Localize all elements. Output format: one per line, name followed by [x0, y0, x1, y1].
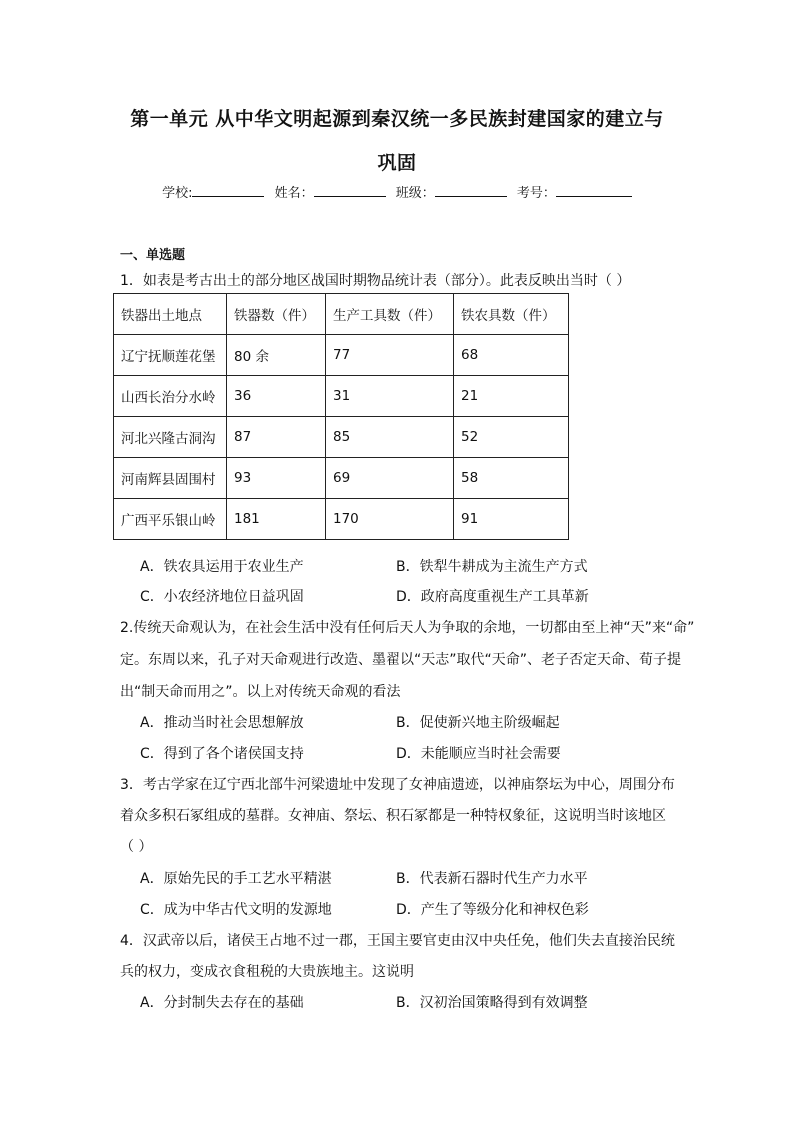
question-1-option-a[interactable]: A．铁农具运用于农业生产: [140, 559, 304, 575]
question-2-stem-line: 定。东周以来，孔子对天命观进行改造、墨翟以“天志”取代“天命”、老子否定天命、荀子提: [120, 652, 682, 668]
table-cell: 170: [326, 499, 454, 540]
table-row: [114, 335, 569, 376]
class-label: 班级：: [395, 186, 435, 201]
document-title-line-1: 第一单元 从中华文明起源到秦汉统一多民族封建国家的建立与: [130, 108, 664, 130]
question-2-option-b[interactable]: B．促使新兴地主阶级崛起: [396, 715, 560, 731]
name-label: 姓名：: [274, 186, 314, 201]
name-blank[interactable]: [314, 184, 386, 197]
question-3-stem-line: 3．考古学家在辽宁西北部牛河梁遗址中发现了女神庙遗迹，以神庙祭坛为中心，周围分布: [120, 777, 675, 793]
question-3-option-c[interactable]: C．成为中华古代文明的发源地: [140, 902, 332, 918]
table-row: [114, 417, 569, 458]
question-2-option-c[interactable]: C．得到了各个诸侯国支持: [140, 746, 304, 762]
question-4-option-b[interactable]: B．汉初治国策略得到有效调整: [396, 995, 588, 1011]
table-cell: 181: [227, 499, 326, 540]
question-1-stem: 1．如表是考古出土的部分地区战国时期物品统计表（部分）。此表反映出当时（ ）: [120, 273, 631, 289]
table-cell: 80 余: [227, 335, 326, 376]
table-cell: 85: [326, 417, 454, 458]
table-header-cell: 铁农具数（件）: [454, 294, 569, 335]
table-cell: 77: [326, 335, 454, 376]
table-cell: 广西平乐银山岭: [114, 499, 227, 540]
question-3-option-d[interactable]: D．产生了等级分化和神权色彩: [396, 902, 589, 918]
artifact-statistics-table: [113, 293, 569, 540]
table-header-cell: 铁器出土地点: [114, 294, 227, 335]
table-cell: 52: [454, 417, 569, 458]
table-cell: 山西长治分水岭: [114, 376, 227, 417]
class-blank[interactable]: [435, 184, 507, 197]
table-cell: 21: [454, 376, 569, 417]
table-row: [114, 376, 569, 417]
table-cell: 河北兴隆古洞沟: [114, 417, 227, 458]
table-header-cell: 生产工具数（件）: [326, 294, 454, 335]
school-blank[interactable]: [192, 184, 264, 197]
school-label: 学校:: [162, 186, 193, 201]
table-cell: 69: [326, 458, 454, 499]
table-header-row: [114, 294, 569, 335]
question-1-option-c[interactable]: C．小农经济地位日益巩固: [140, 589, 304, 605]
table-row: [114, 458, 569, 499]
table-cell: 68: [454, 335, 569, 376]
table-cell: 93: [227, 458, 326, 499]
question-1-option-b[interactable]: B．铁犁牛耕成为主流生产方式: [396, 559, 588, 575]
table-cell: 58: [454, 458, 569, 499]
table-cell: 91: [454, 499, 569, 540]
question-2-option-a[interactable]: A．推动当时社会思想解放: [140, 715, 304, 731]
question-3-stem-line: （ ）: [120, 839, 153, 855]
question-3-stem-line: 着众多积石冢组成的墓群。女神庙、祭坛、积石冢都是一种特权象征，这说明当时该地区: [120, 808, 666, 824]
question-2-stem-line: 2.传统天命观认为，在社会生活中没有任何后天人为争取的余地，一切都由至上神“天”来“命”: [120, 620, 695, 636]
table-header-cell: 铁器数（件）: [227, 294, 326, 335]
question-3-option-a[interactable]: A．原始先民的手工艺水平精湛: [140, 871, 332, 887]
question-2-stem-line: 出“制天命而用之”。以上对传统天命观的看法: [120, 684, 401, 700]
student-info-line: [0, 182, 794, 201]
table-row: [114, 499, 569, 540]
exam-number-label: 考号：: [516, 186, 556, 201]
exam-number-blank[interactable]: [556, 184, 632, 197]
table-cell: 36: [227, 376, 326, 417]
question-2-option-d[interactable]: D．未能顺应当时社会需要: [396, 746, 561, 762]
question-3-option-b[interactable]: B．代表新石器时代生产力水平: [396, 871, 588, 887]
question-1-option-d[interactable]: D．政府高度重视生产工具革新: [396, 589, 589, 605]
table-cell: 辽宁抚顺莲花堡: [114, 335, 227, 376]
table-cell: 87: [227, 417, 326, 458]
document-title-line-2: 巩固: [377, 152, 417, 174]
table-cell: 河南辉县固围村: [114, 458, 227, 499]
question-4-option-a[interactable]: A．分封制失去存在的基础: [140, 995, 304, 1011]
question-4-stem-line: 兵的权力，变成衣食租税的大贵族地主。这说明: [120, 964, 414, 980]
section-heading: 一、单选题: [120, 248, 186, 263]
table-cell: 31: [326, 376, 454, 417]
question-4-stem-line: 4．汉武帝以后，诸侯王占地不过一郡，王国主要官吏由汉中央任免，他们失去直接治民统: [120, 933, 675, 949]
